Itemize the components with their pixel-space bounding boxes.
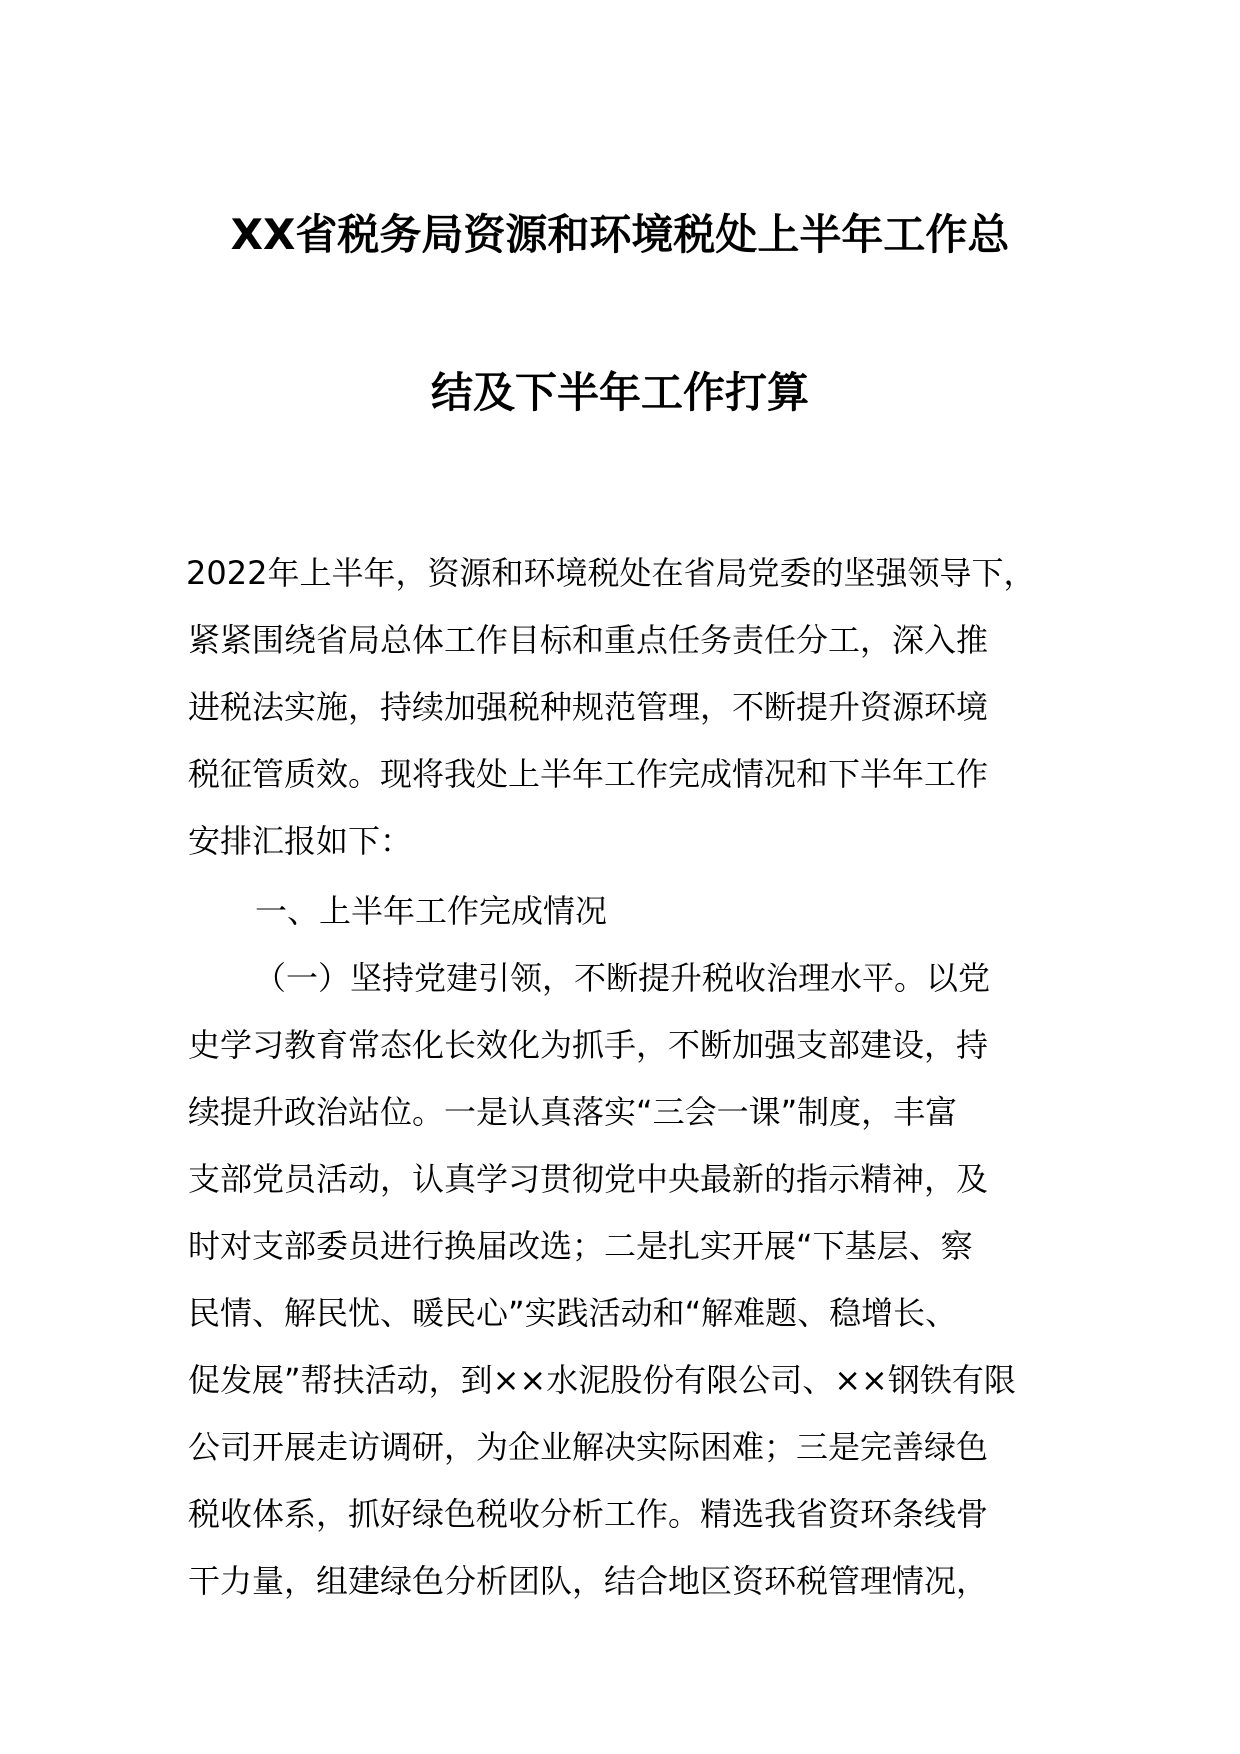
intro-line-4: 税征管质效。现将我处上半年工作完成情况和下半年工作 — [188, 755, 989, 793]
document-title-line-2: 结及下半年工作打算 — [430, 368, 809, 417]
section-line-9: 税收体系，抓好绿色税收分析工作。精选我省资环条线骨 — [188, 1495, 989, 1533]
section-line-10: 干力量，组建绿色分析团队，结合地区资环税管理情况， — [188, 1562, 989, 1600]
section-line-2: 史学习教育常态化长效化为抓手，不断加强支部建设，持 — [188, 1026, 989, 1064]
document-title-line-1: XX省税务局资源和环境税处上半年工作总 — [230, 210, 1010, 259]
intro-line-3: 进税法实施，持续加强税种规范管理，不断提升资源环境 — [188, 688, 989, 726]
section-line-6: 民情、解民忧、暖民心”实践活动和“解难题、稳增长、 — [188, 1294, 958, 1332]
section-line-4: 支部党员活动，认真学习贯彻党中央最新的指示精神，及 — [188, 1160, 989, 1198]
section-line-8: 公司开展走访调研，为企业解决实际困难；三是完善绿色 — [188, 1428, 989, 1466]
intro-line-5: 安排汇报如下： — [188, 822, 413, 860]
intro-paragraph — [188, 540, 1068, 875]
section-line-3: 续提升政治站位。一是认真落实“三会一课”制度，丰富 — [188, 1093, 958, 1131]
section-paragraph — [188, 945, 1068, 1615]
intro-line-2: 紧紧围绕省局总体工作目标和重点任务责任分工，深入推 — [188, 621, 989, 659]
section-line-7: 促发展”帮扶活动，到××水泥股份有限公司、××钢铁有限 — [188, 1361, 1016, 1399]
intro-line-1: 2022年上半年，资源和环境税处在省局党委的坚强领导下， — [186, 554, 1036, 592]
section-heading: 一、上半年工作完成情况 — [255, 892, 608, 930]
section-line-1: （一）坚持党建引领，不断提升税收治理水平。以党 — [254, 959, 991, 997]
section-line-5: 时对支部委员进行换届改选；二是扎实开展“下基层、察 — [188, 1227, 973, 1265]
